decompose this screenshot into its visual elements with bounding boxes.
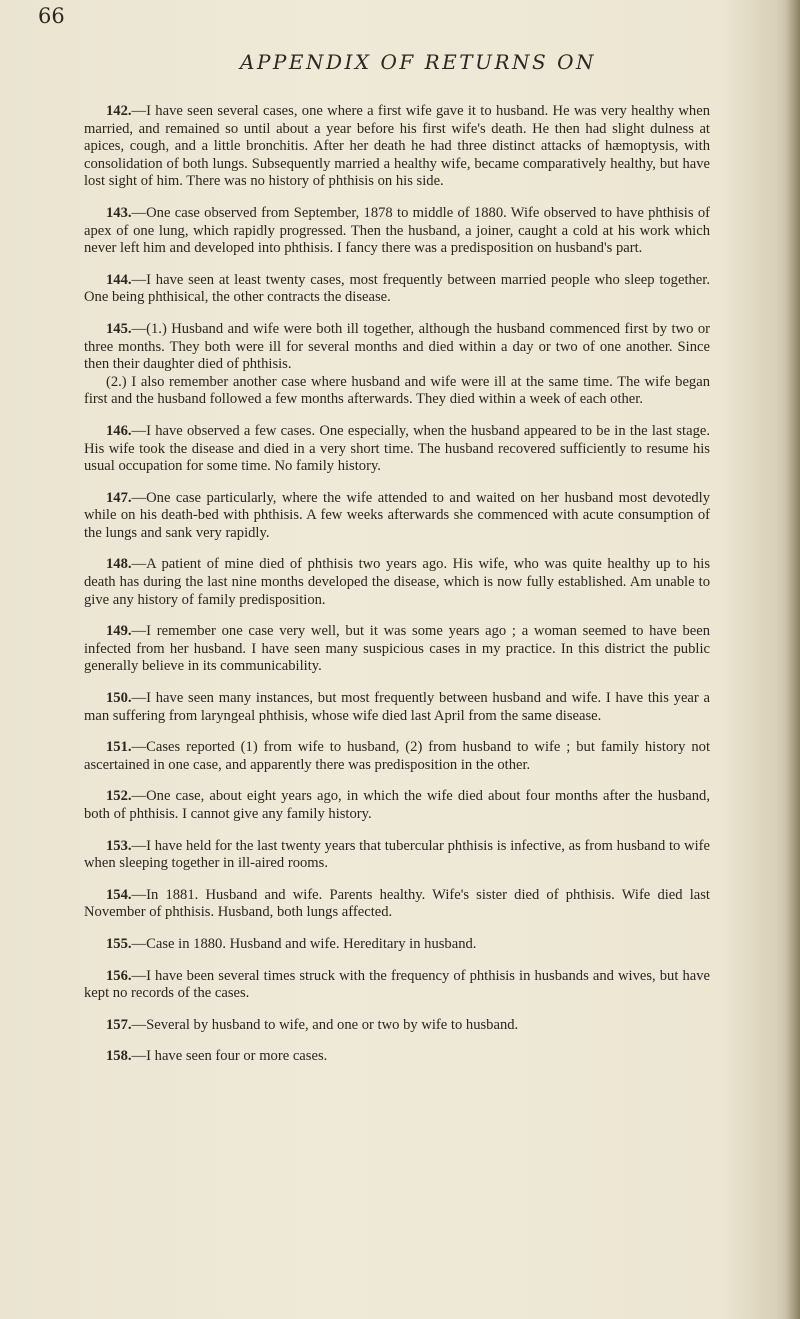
entry-number: 153. xyxy=(106,837,132,854)
entry-text: —I have seen four or more cases. xyxy=(131,1048,328,1065)
entry-148 xyxy=(84,556,710,609)
entry-152 xyxy=(84,788,710,823)
entry-text: —(1.) Husband and wife were both ill together, although the husband commenced first by two or three months. They both were ill for several months and died within a day or two of one another. Since then their daughter died of phthisis. xyxy=(84,320,710,373)
entry-text: —A patient of mine died of phthisis two years ago. His wife, who was quite healthy up to his death has during the last nine months developed the disease, which is now fully established. Am unable to give any history of family predisposition. xyxy=(84,556,710,608)
entry-158 xyxy=(84,1048,710,1066)
entry-number: 148. xyxy=(106,556,132,573)
entry-147 xyxy=(84,490,710,543)
entry-145-part-1 xyxy=(84,321,710,374)
entry-text: —Cases reported (1) from wife to husband, (2) from husband to wife ; but family history not ascertained in one case, and apparently there was predisposition in the other. xyxy=(84,739,710,773)
entry-145-part-2: (2.) I also remember another case where husband and wife were ill at the same time. The wife began first and the husband followed a few months afterwards. They died within a week of each other. xyxy=(84,373,710,408)
entry-text: —I have seen several cases, one where a first wife gave it to husband. He was very healthy when married, and remained so until about a year before his first wife's death. He then had slight dulness at apices, cough, and a little bronchitis. After her death he had three distinct attacks of hæmoptysis, with consolidation of both lungs. Subsequently married a healthy wife, became comparatively healthy, but have lost sight of him. There was no history of phthisis on his side. xyxy=(84,103,710,190)
entry-145 xyxy=(84,321,710,409)
page-body xyxy=(84,103,710,1080)
entry-number: 143. xyxy=(106,204,132,221)
entry-number: 147. xyxy=(106,489,132,506)
page-number: 66 xyxy=(38,4,65,28)
entry-150 xyxy=(84,690,710,725)
entry-149 xyxy=(84,623,710,676)
running-title: APPENDIX OF RETURNS ON xyxy=(240,50,596,74)
entry-text: —I remember one case very well, but it was some years ago ; a woman seemed to have been infected from her husband. I have seen many suspicious cases in my practice. In this district the public generally believe in its communicability. xyxy=(84,623,710,675)
entry-text: —Case in 1880. Husband and wife. Hereditary in husband. xyxy=(131,935,477,952)
entry-text: —In 1881. Husband and wife. Parents healthy. Wife's sister died of phthisis. Wife died last November of phthisis. Husband, both lungs affected. xyxy=(84,886,710,921)
entry-157 xyxy=(84,1017,710,1035)
entry-142 xyxy=(84,103,710,191)
entry-153 xyxy=(84,838,710,873)
entry-text: —I have held for the last twenty years that tubercular phthisis is infective, as from husband to wife when sleeping together in ill-aired rooms. xyxy=(84,837,710,872)
entry-number: 149. xyxy=(106,623,132,640)
entry-text: —One case particularly, where the wife attended to and waited on her husband most devotedly while on his death-bed with phthisis. A few weeks afterwards she commenced with acute consumption of the lungs and sank very rapidly. xyxy=(84,489,710,541)
entry-text: —Several by husband to wife, and one or two by wife to husband. xyxy=(131,1016,519,1033)
entry-143 xyxy=(84,205,710,258)
entry-154 xyxy=(84,887,710,922)
entry-number: 154. xyxy=(106,886,132,903)
entry-number: 155. xyxy=(106,935,132,952)
entry-number: 156. xyxy=(106,967,132,984)
entry-text: —I have been several times struck with the frequency of phthisis in husbands and wives, but have kept no records of the cases. xyxy=(84,967,710,1002)
entry-151 xyxy=(84,739,710,774)
entry-156 xyxy=(84,968,710,1003)
entry-text: —One case, about eight years ago, in which the wife died about four months after the husband, both of phthisis. I cannot give any family history. xyxy=(84,788,710,822)
entry-144 xyxy=(84,272,710,307)
entry-number: 144. xyxy=(106,271,132,288)
entry-number: 157. xyxy=(106,1016,132,1033)
entry-text: —I have seen at least twenty cases, most frequently between married people who sleep together. One being phthisical, the other contracts the disease. xyxy=(84,271,710,306)
entry-number: 152. xyxy=(106,788,132,805)
entry-146 xyxy=(84,423,710,476)
entry-number: 151. xyxy=(106,739,132,756)
entry-number: 145. xyxy=(106,320,132,337)
entry-number: 158. xyxy=(106,1048,132,1065)
page-edge-shadow xyxy=(786,0,800,1319)
entry-text: —One case observed from September, 1878 to middle of 1880. Wife observed to have phthisis of apex of one lung, which rapidly progressed. Then the husband, a joiner, caught a cold at his work which never left him and developed into phthisis. I fancy there was a predisposition on husband's part. xyxy=(84,204,710,257)
entry-155 xyxy=(84,936,710,954)
entry-number: 142. xyxy=(106,103,132,119)
entry-number: 146. xyxy=(106,422,132,439)
entry-text: —I have observed a few cases. One especially, when the husband appeared to be in the last stage. His wife took the disease and died in a very short time. The husband recovered sufficiently to resume his usual occupation for some time. No family history. xyxy=(84,422,710,475)
entry-number: 150. xyxy=(106,690,132,707)
entry-text: —I have seen many instances, but most frequently between husband and wife. I have this year a man suffering from laryngeal phthisis, whose wife died last April from the same disease. xyxy=(84,690,710,724)
